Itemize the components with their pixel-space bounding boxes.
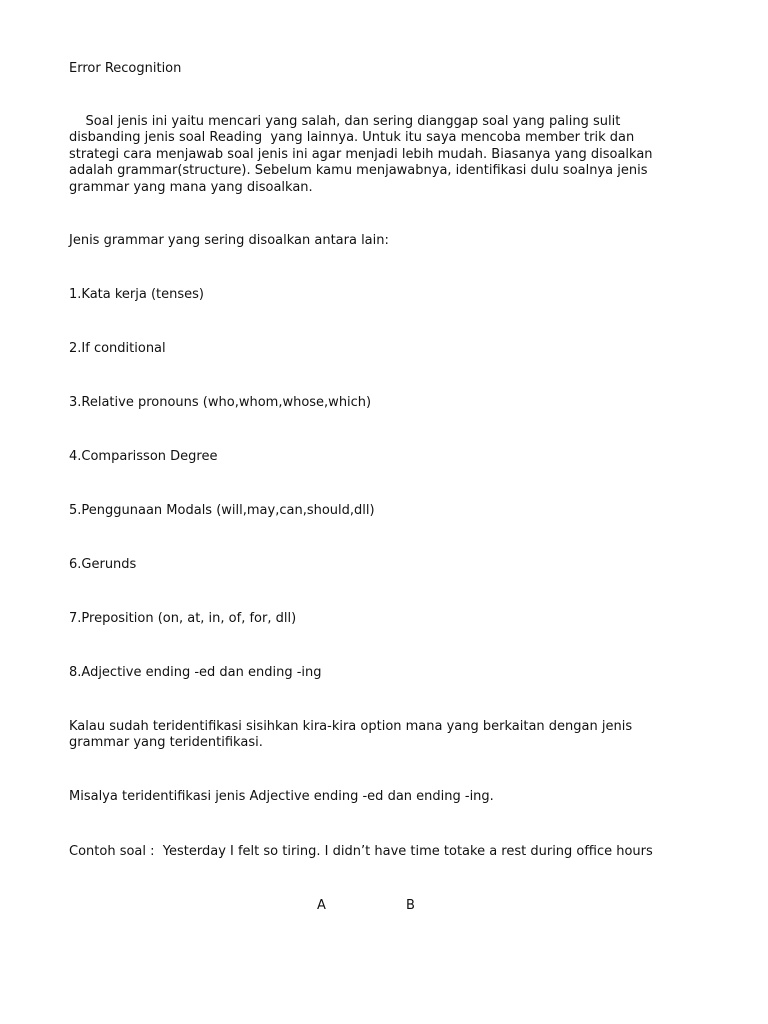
- list-intro: Jenis grammar yang sering disoalkan antara lain:: [69, 233, 389, 248]
- grammar-item: 6.Gerunds: [69, 557, 137, 572]
- grammar-item: 1.Kata kerja (tenses): [69, 287, 205, 302]
- option-mark-b: B: [406, 898, 415, 913]
- intro-line: grammar yang mana yang disoalkan.: [69, 179, 313, 195]
- grammar-item: 7.Preposition (on, at, in, of, for, dll): [69, 611, 297, 626]
- example-question: Contoh soal : Yesterday I felt so tiring. I didn’t have time totake a rest during office hours: [69, 844, 653, 859]
- intro-line: strategi cara menjawab soal jenis ini agar menjadi lebih mudah. Biasanya yang disoalkan: [69, 146, 653, 162]
- grammar-item: 3.Relative pronouns (who,whom,whose,which): [69, 395, 372, 410]
- grammar-item: 4.Comparisson Degree: [69, 449, 218, 464]
- intro-line: adalah grammar(structure). Sebelum kamu menjawabnya, identifikasi dulu soalnya jenis: [69, 163, 648, 179]
- grammar-item: 5.Penggunaan Modals (will,may,can,should,dll): [69, 503, 375, 518]
- intro-line: disbanding jenis soal Reading yang lainnya. Untuk itu saya mencoba member trik dan: [69, 130, 635, 146]
- document-title: Error Recognition: [69, 61, 182, 76]
- option-mark-a: A: [317, 898, 326, 913]
- grammar-item: 2.If conditional: [69, 341, 166, 356]
- example-intro: Misalya teridentifikasi jenis Adjective ending -ed dan ending -ing.: [69, 789, 494, 804]
- intro-line: Soal jenis ini yaitu mencari yang salah, dan sering dianggap soal yang paling sulit: [69, 114, 621, 129]
- after-line: Kalau sudah teridentifikasi sisihkan kira-kira option mana yang berkaitan dengan jenis: [69, 719, 633, 734]
- grammar-item: 8.Adjective ending -ed dan ending -ing: [69, 665, 322, 680]
- after-list-paragraph: [69, 719, 689, 752]
- intro-paragraph: [69, 114, 689, 196]
- after-line: grammar yang teridentifikasi.: [69, 735, 263, 751]
